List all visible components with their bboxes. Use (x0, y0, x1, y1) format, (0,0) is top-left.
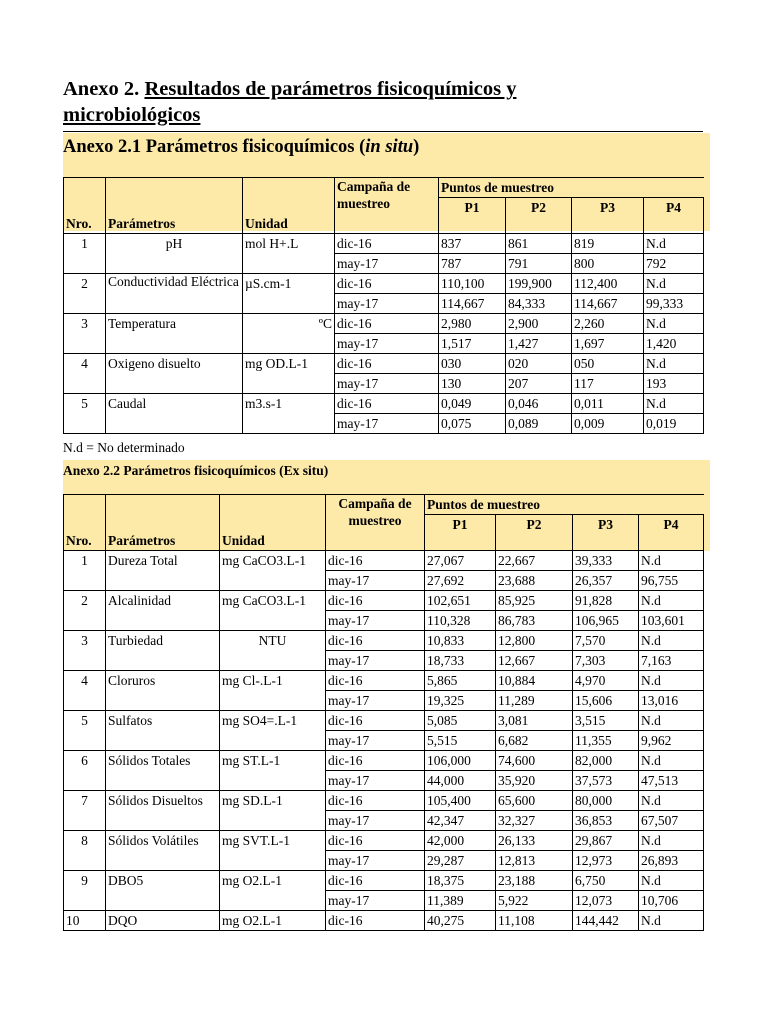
parameter-name: DBO5 (106, 871, 220, 911)
row-number: 5 (64, 711, 106, 751)
note-nd: N.d = No determinado (63, 440, 185, 455)
campaign-cell: dic-16 (335, 314, 439, 334)
header-p2: P2 (506, 198, 572, 234)
table-row (64, 631, 704, 651)
p1-value: 10,833 (425, 631, 496, 651)
p4-value: N.d (639, 791, 704, 811)
p4-value: 792 (644, 254, 704, 274)
p4-value: N.d (639, 711, 704, 731)
parameter-name: Sólidos Volátiles (106, 831, 220, 871)
parameter-unit: mg O2.L-1 (220, 871, 326, 911)
p1-value: 29,287 (425, 851, 496, 871)
table-row (64, 551, 704, 571)
parameter-name: Caudal (106, 394, 243, 434)
header-p3: P3 (573, 515, 639, 551)
table-row (64, 394, 704, 414)
p1-value: 837 (439, 234, 506, 254)
parameter-unit: m3.s-1 (243, 394, 335, 434)
p2-value: 12,813 (496, 851, 573, 871)
p1-value: 110,328 (425, 611, 496, 631)
page-title: Anexo 2. Resultados de parámetros fisicoquímicos y microbiológicos (63, 78, 517, 126)
parameter-unit: µS.cm-1 (243, 274, 335, 314)
parameter-name: pH (106, 234, 243, 274)
parameter-unit: ºC (243, 314, 335, 354)
p4-value: 1,420 (644, 334, 704, 354)
campaign-cell: may-17 (326, 651, 425, 671)
header-unidad: Unidad (243, 178, 335, 234)
p3-value: 91,828 (573, 591, 639, 611)
p4-value: N.d (639, 671, 704, 691)
row-number: 9 (64, 871, 106, 911)
row-number: 2 (64, 274, 106, 314)
table-row (64, 791, 704, 811)
p2-value: 020 (506, 354, 572, 374)
campaign-cell: dic-16 (326, 831, 425, 851)
parameter-name: Sulfatos (106, 711, 220, 751)
p4-value: N.d (639, 831, 704, 851)
p3-value: 112,400 (572, 274, 644, 294)
row-number: 10 (64, 911, 106, 931)
p4-value: 47,513 (639, 771, 704, 791)
p3-value: 2,260 (572, 314, 644, 334)
p3-value: 82,000 (573, 751, 639, 771)
p2-value: 35,920 (496, 771, 573, 791)
header-p3: P3 (572, 198, 644, 234)
parameter-unit: NTU (220, 631, 326, 671)
p3-value: 15,606 (573, 691, 639, 711)
campaign-cell: dic-16 (326, 911, 425, 931)
p2-value: 12,667 (496, 651, 573, 671)
parameter-unit: mg ST.L-1 (220, 751, 326, 791)
campaign-cell: dic-16 (326, 631, 425, 651)
p2-value: 207 (506, 374, 572, 394)
campaign-cell: may-17 (335, 414, 439, 434)
p1-value: 27,067 (425, 551, 496, 571)
row-number: 8 (64, 831, 106, 871)
parameter-name: DQO (106, 911, 220, 931)
p2-value: 199,900 (506, 274, 572, 294)
p1-value: 27,692 (425, 571, 496, 591)
campaign-cell: dic-16 (335, 274, 439, 294)
header-p1: P1 (439, 198, 506, 234)
p3-value: 114,667 (572, 294, 644, 314)
p1-value: 11,389 (425, 891, 496, 911)
parameter-unit: mg O2.L-1 (220, 911, 326, 931)
parameter-name: Temperatura (106, 314, 243, 354)
p2-value: 1,427 (506, 334, 572, 354)
p3-value: 106,965 (573, 611, 639, 631)
campaign-cell: may-17 (335, 294, 439, 314)
p1-value: 106,000 (425, 751, 496, 771)
p2-value: 26,133 (496, 831, 573, 851)
p2-value: 0,089 (506, 414, 572, 434)
p2-value: 32,327 (496, 811, 573, 831)
table-row (64, 354, 704, 374)
table-row (64, 711, 704, 731)
p3-value: 0,011 (572, 394, 644, 414)
campaign-cell: dic-16 (326, 871, 425, 891)
p3-value: 12,973 (573, 851, 639, 871)
p3-value: 050 (572, 354, 644, 374)
campaign-cell: may-17 (326, 691, 425, 711)
campaign-cell: may-17 (326, 611, 425, 631)
p1-value: 5,515 (425, 731, 496, 751)
parameter-name: Oxigeno disuelto (106, 354, 243, 394)
row-number: 3 (64, 314, 106, 354)
p3-value: 7,570 (573, 631, 639, 651)
header-parametros: Parámetros (106, 495, 220, 551)
row-number: 3 (64, 631, 106, 671)
row-number: 4 (64, 671, 106, 711)
p3-value: 11,355 (573, 731, 639, 751)
p1-value: 0,075 (439, 414, 506, 434)
p2-value: 2,900 (506, 314, 572, 334)
p3-value: 4,970 (573, 671, 639, 691)
parameter-name: Alcalinidad (106, 591, 220, 631)
p2-value: 84,333 (506, 294, 572, 314)
campaign-cell: dic-16 (326, 711, 425, 731)
p1-value: 42,000 (425, 831, 496, 851)
p2-value: 791 (506, 254, 572, 274)
campaign-cell: dic-16 (335, 234, 439, 254)
p2-value: 10,884 (496, 671, 573, 691)
p2-value: 6,682 (496, 731, 573, 751)
campaign-cell: may-17 (326, 771, 425, 791)
p1-value: 787 (439, 254, 506, 274)
p4-value: 13,016 (639, 691, 704, 711)
table-row (64, 234, 704, 254)
header-parametros: Parámetros (106, 178, 243, 234)
p3-value: 80,000 (573, 791, 639, 811)
campaign-cell: may-17 (326, 811, 425, 831)
row-number: 6 (64, 751, 106, 791)
row-number: 5 (64, 394, 106, 434)
p1-value: 18,375 (425, 871, 496, 891)
campaign-cell: dic-16 (326, 591, 425, 611)
parameter-unit: mg SVT.L-1 (220, 831, 326, 871)
p3-value: 7,303 (573, 651, 639, 671)
header-nro: Nro. (64, 178, 106, 234)
table-row (64, 751, 704, 771)
header-p4: P4 (639, 515, 704, 551)
p4-value: 10,706 (639, 891, 704, 911)
p4-value: N.d (644, 274, 704, 294)
p4-value: N.d (644, 314, 704, 334)
campaign-cell: dic-16 (335, 354, 439, 374)
campaign-cell: may-17 (326, 731, 425, 751)
parameter-unit: mg SO4=.L-1 (220, 711, 326, 751)
p2-value: 12,800 (496, 631, 573, 651)
p4-value: 9,962 (639, 731, 704, 751)
table-row (64, 591, 704, 611)
campaign-cell: dic-16 (326, 671, 425, 691)
parameter-name: Sólidos Disueltos (106, 791, 220, 831)
p4-value: 96,755 (639, 571, 704, 591)
table-row (64, 274, 704, 294)
p2-value: 22,667 (496, 551, 573, 571)
p2-value: 11,289 (496, 691, 573, 711)
header-puntos: Puntos de muestreo (425, 495, 704, 515)
parameter-name: Turbiedad (106, 631, 220, 671)
p2-value: 74,600 (496, 751, 573, 771)
p3-value: 819 (572, 234, 644, 254)
parameter-name: Dureza Total (106, 551, 220, 591)
in-situ-table (63, 177, 704, 434)
parameter-name: Cloruros (106, 671, 220, 711)
p4-value: N.d (639, 591, 704, 611)
p1-value: 5,085 (425, 711, 496, 731)
header-puntos: Puntos de muestreo (439, 178, 704, 198)
table-row (64, 671, 704, 691)
table-row (64, 314, 704, 334)
p3-value: 144,442 (573, 911, 639, 931)
campaign-cell: may-17 (326, 891, 425, 911)
p1-value: 102,651 (425, 591, 496, 611)
parameter-unit: mg SD.L-1 (220, 791, 326, 831)
p1-value: 110,100 (439, 274, 506, 294)
p1-value: 44,000 (425, 771, 496, 791)
row-number: 7 (64, 791, 106, 831)
header-campana: Campaña de muestreo (335, 178, 439, 234)
parameter-name: Conductividad Eléctrica (106, 274, 243, 314)
campaign-cell: may-17 (335, 334, 439, 354)
p4-value: 103,601 (639, 611, 704, 631)
p4-value: N.d (639, 551, 704, 571)
p1-value: 114,667 (439, 294, 506, 314)
p4-value: N.d (644, 394, 704, 414)
ex-situ-table (63, 494, 704, 931)
p1-value: 105,400 (425, 791, 496, 811)
p4-value: 26,893 (639, 851, 704, 871)
p1-value: 130 (439, 374, 506, 394)
campaign-cell: dic-16 (335, 394, 439, 414)
p3-value: 800 (572, 254, 644, 274)
p3-value: 26,357 (573, 571, 639, 591)
campaign-cell: may-17 (326, 851, 425, 871)
campaign-cell: may-17 (335, 374, 439, 394)
p1-value: 0,049 (439, 394, 506, 414)
header-unidad: Unidad (220, 495, 326, 551)
table-row (64, 831, 704, 851)
p1-value: 42,347 (425, 811, 496, 831)
p3-value: 37,573 (573, 771, 639, 791)
p2-value: 5,922 (496, 891, 573, 911)
p2-value: 23,688 (496, 571, 573, 591)
title-divider (63, 131, 703, 132)
p2-value: 23,188 (496, 871, 573, 891)
header-nro: Nro. (64, 495, 106, 551)
section2-title: Anexo 2.2 Parámetros fisicoquímicos (Ex situ) (63, 463, 329, 478)
parameter-unit: mg Cl-.L-1 (220, 671, 326, 711)
p3-value: 39,333 (573, 551, 639, 571)
p3-value: 117 (572, 374, 644, 394)
parameter-unit: mol H+.L (243, 234, 335, 274)
table-row (64, 911, 704, 931)
p4-value: N.d (644, 354, 704, 374)
parameter-name: Sólidos Totales (106, 751, 220, 791)
p1-value: 1,517 (439, 334, 506, 354)
row-number: 1 (64, 234, 106, 274)
p2-value: 0,046 (506, 394, 572, 414)
header-p4: P4 (644, 198, 704, 234)
p3-value: 3,515 (573, 711, 639, 731)
parameter-unit: mg CaCO3.L-1 (220, 551, 326, 591)
table-row (64, 871, 704, 891)
header-campana: Campaña de muestreo (326, 495, 425, 551)
p1-value: 18,733 (425, 651, 496, 671)
parameter-unit: mg OD.L-1 (243, 354, 335, 394)
p4-value: 0,019 (644, 414, 704, 434)
parameter-unit: mg CaCO3.L-1 (220, 591, 326, 631)
p3-value: 1,697 (572, 334, 644, 354)
section1-title: Anexo 2.1 Parámetros fisicoquímicos (in situ) (63, 137, 420, 157)
p2-value: 861 (506, 234, 572, 254)
row-number: 4 (64, 354, 106, 394)
p4-value: 7,163 (639, 651, 704, 671)
p4-value: 193 (644, 374, 704, 394)
campaign-cell: may-17 (335, 254, 439, 274)
p1-value: 40,275 (425, 911, 496, 931)
p3-value: 29,867 (573, 831, 639, 851)
campaign-cell: dic-16 (326, 551, 425, 571)
p4-value: N.d (639, 631, 704, 651)
campaign-cell: may-17 (326, 571, 425, 591)
p4-value: N.d (639, 911, 704, 931)
p2-value: 11,108 (496, 911, 573, 931)
p3-value: 6,750 (573, 871, 639, 891)
p4-value: N.d (639, 871, 704, 891)
campaign-cell: dic-16 (326, 791, 425, 811)
p2-value: 86,783 (496, 611, 573, 631)
row-number: 2 (64, 591, 106, 631)
p1-value: 19,325 (425, 691, 496, 711)
p1-value: 2,980 (439, 314, 506, 334)
p3-value: 36,853 (573, 811, 639, 831)
header-p2: P2 (496, 515, 573, 551)
p4-value: N.d (644, 234, 704, 254)
p2-value: 3,081 (496, 711, 573, 731)
p2-value: 85,925 (496, 591, 573, 611)
campaign-cell: dic-16 (326, 751, 425, 771)
p3-value: 0,009 (572, 414, 644, 434)
p1-value: 5,865 (425, 671, 496, 691)
p4-value: 67,507 (639, 811, 704, 831)
header-p1: P1 (425, 515, 496, 551)
p4-value: 99,333 (644, 294, 704, 314)
p2-value: 65,600 (496, 791, 573, 811)
p1-value: 030 (439, 354, 506, 374)
p4-value: N.d (639, 751, 704, 771)
row-number: 1 (64, 551, 106, 591)
p3-value: 12,073 (573, 891, 639, 911)
